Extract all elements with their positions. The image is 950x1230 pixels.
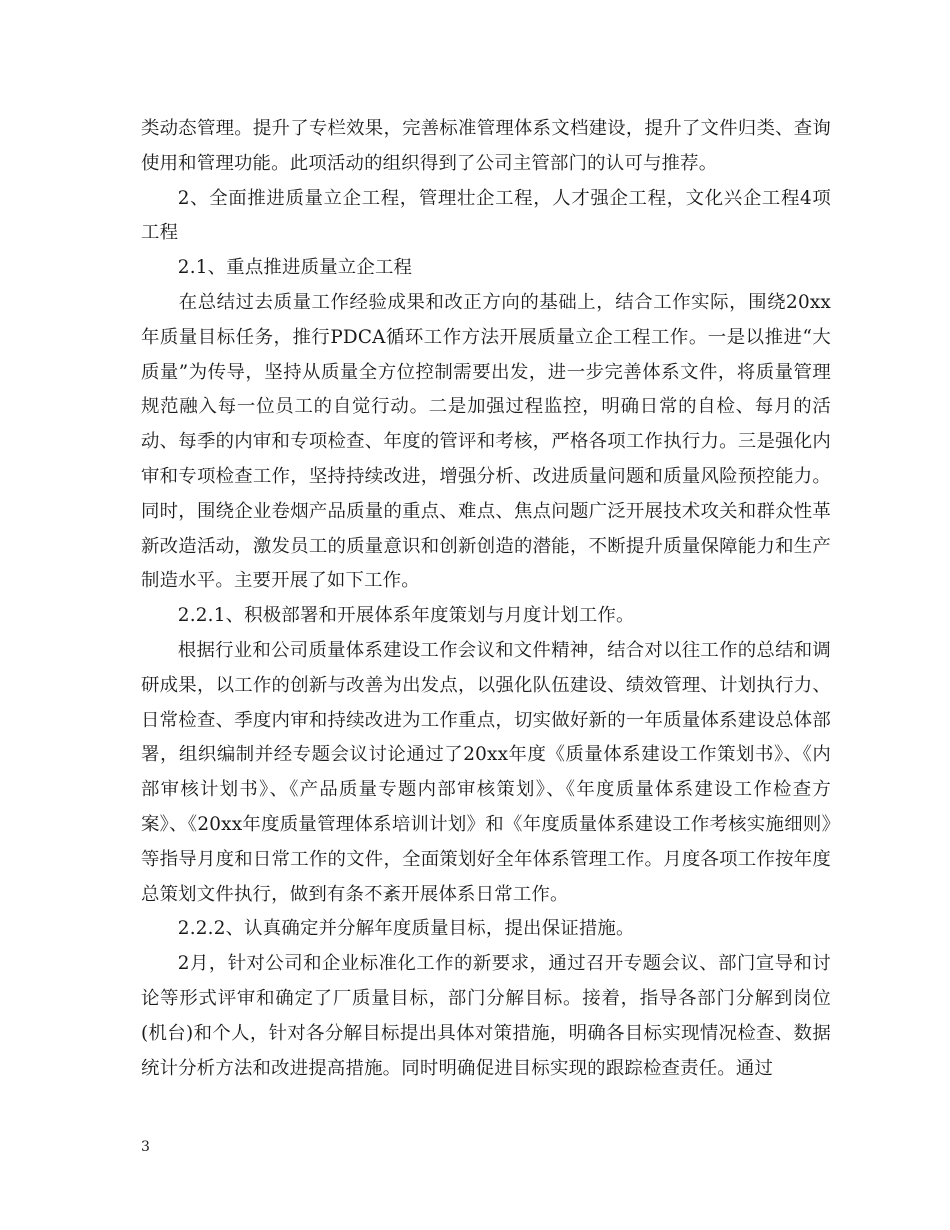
paragraph-section-2-heading: 2、全面推进质量立企工程，管理壮企工程，人才强企工程，文化兴企工程4项工程: [141, 187, 831, 244]
page-number: 3: [141, 1139, 150, 1155]
paragraph-section-2-2-2-heading: 2.2.2、认真确定并分解年度质量目标，提出保证措施。: [177, 918, 635, 940]
paragraph-section-2-1-heading: 2.1、重点推进质量立企工程: [177, 257, 413, 279]
paragraph-annual-planning: 根据行业和公司质量体系建设工作会议和文件精神，结合对以往工作的总结和调研成果，以工作的创新与改善为出发点，以强化队伍建设、绩效管理、计划执行力、日常检查、季度内审和持续改进为工作重点，切实做好新的一年质量体系建设总体部署，组织编制并经专题会议讨论通过了20xx年度《质量体系建设工作策划书》、《内部审核计划书》、《产品质量专题内部审核策划》、《年度质量体系建设工作检查方案》、《20xx年度质量管理体系培训计划》和《年度质量体系建设工作考核实施细则》等指导月度和日常工作的文件，全面策划好全年体系管理工作。月度各项工作按年度总策划文件执行，做到有条不紊开展体系日常工作。: [141, 639, 831, 905]
document-body: [141, 112, 831, 1086]
paragraph-quality-targets: 2月，针对公司和企业标准化工作的新要求，通过召开专题会议、部门宣导和讨论等形式评审和确定了厂质量目标，部门分解目标。接着，指导各部门分解到岗位(机台)和个人，针对各分解目标提出具体对策措施，明确各目标实现情况检查、数据统计分析方法和改进提高措施。同时明确促进目标实现的跟踪检查责任。通过: [141, 953, 831, 1079]
paragraph-section-2-2-1-heading: 2.2.1、积极部署和开展体系年度策划与月度计划工作。: [177, 605, 635, 627]
paragraph-continuation: 类动态管理。提升了专栏效果，完善标准管理体系文档建设，提升了文件归类、查询使用和管理功能。此项活动的组织得到了公司主管部门的认可与推荐。: [141, 118, 831, 174]
paragraph-quality-project: 在总结过去质量工作经验成果和改正方向的基础上，结合工作实际，围绕20xx年质量目标任务，推行PDCA循环工作方法开展质量立企工程工作。一是以推进“大质量”为传导，坚持从质量全方位控制需要出发，进一步完善体系文件，将质量管理规范融入每一位员工的自觉行动。二是加强过程监控，明确日常的自检、每月的活动、每季的内审和专项检查、年度的管评和考核，严格各项工作执行力。三是强化内审和专项检查工作，坚持持续改进，增强分析、改进质量问题和质量风险预控能力。同时，围绕企业卷烟产品质量的重点、难点、焦点问题广泛开展技术攻关和群众性革新改造活动，激发员工的质量意识和创新创造的潜能，不断提升质量保障能力和生产制造水平。主要开展了如下工作。: [141, 291, 831, 592]
